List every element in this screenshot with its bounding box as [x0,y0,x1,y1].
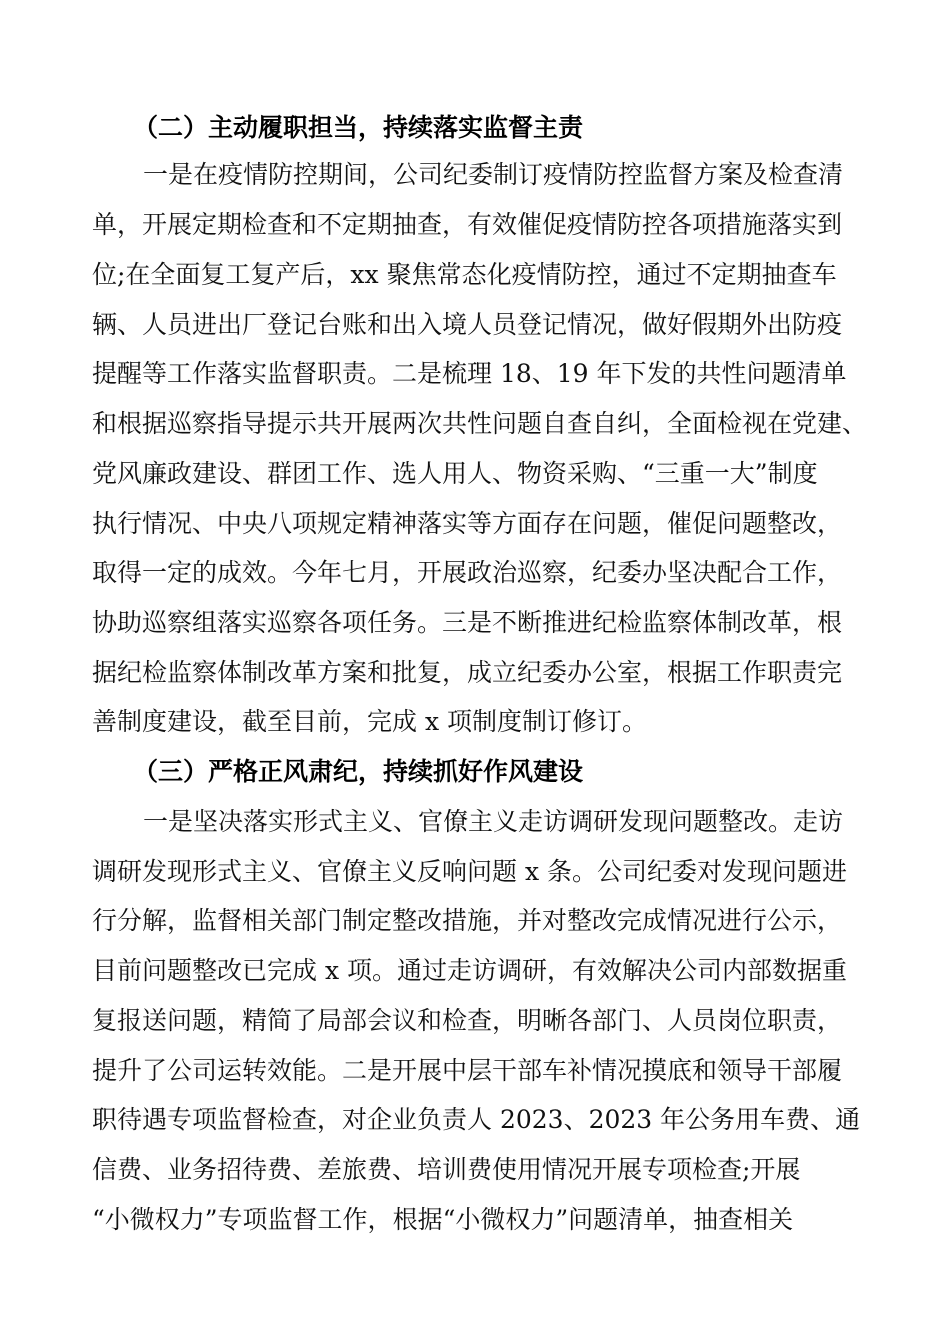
paragraph-line: 取得一定的成效。今年七月，开展政治巡察，纪委办坚决配合工作， [92,558,843,587]
section-two-heading: （二）主动履职担当，持续落实监督主责 [133,113,584,142]
paragraph-line: 单，开展定期检查和不定期抽查，有效催促疫情防控各项措施落实到 [92,210,843,239]
paragraph-line: 辆、人员进出厂登记台账和出入境人员登记情况，做好假期外出防疫 [92,310,843,339]
paragraph-line: 提醒等工作落实监督职责。二是梳理 18、19 年下发的共性问题清单 [92,359,847,388]
paragraph-line: 一是在疫情防控期间，公司纪委制订疫情防控监督方案及检查清 [143,160,844,189]
paragraph-line: 党风廉政建设、群团工作、选人用人、物资采购、“三重一大”制度 [92,459,818,488]
paragraph-line: 位;在全面复工复产后，xx 聚焦常态化疫情防控，通过不定期抽查车 [92,260,837,289]
section-three-heading: （三）严格正风肃纪，持续抓好作风建设 [133,757,584,786]
paragraph-line: 善制度建设，截至目前，完成 x 项制度制订修订。 [92,707,647,736]
paragraph-line: 信费、业务招待费、差旅费、培训费使用情况开展专项检查;开展 [92,1155,801,1184]
paragraph-line: 一是坚决落实形式主义、官僚主义走访调研发现问题整改。走访 [143,807,844,836]
paragraph-line: 调研发现形式主义、官僚主义反响问题 x 条。公司纪委对发现问题进 [92,857,847,886]
paragraph-line: 协助巡察组落实巡察各项任务。三是不断推进纪检监察体制改革，根 [92,608,843,637]
paragraph-line: 职待遇专项监督检查，对企业负责人 2023、2023 年公务用车费、通 [92,1105,861,1134]
paragraph-line: 行分解，监督相关部门制定整改措施，并对整改完成情况进行公示， [92,906,843,935]
paragraph-line: 执行情况、中央八项规定精神落实等方面存在问题，催促问题整改， [92,509,843,538]
paragraph-line: 提升了公司运转效能。二是开展中层干部车补情况摸底和领导干部履 [92,1056,843,1085]
paragraph-line: 和根据巡察指导提示共开展两次共性问题自查自纠，全面检视在党建、 [92,409,868,438]
paragraph-line: “小微权力”专项监督工作，根据“小微权力”问题清单，抽查相关 [92,1205,794,1234]
paragraph-line: 据纪检监察体制改革方案和批复，成立纪委办公室，根据工作职责完 [92,658,843,687]
paragraph-line: 复报送问题，精简了局部会议和检查，明晰各部门、人员岗位职责， [92,1006,843,1035]
paragraph-line: 目前问题整改已完成 x 项。通过走访调研，有效解决公司内部数据重 [92,956,847,985]
